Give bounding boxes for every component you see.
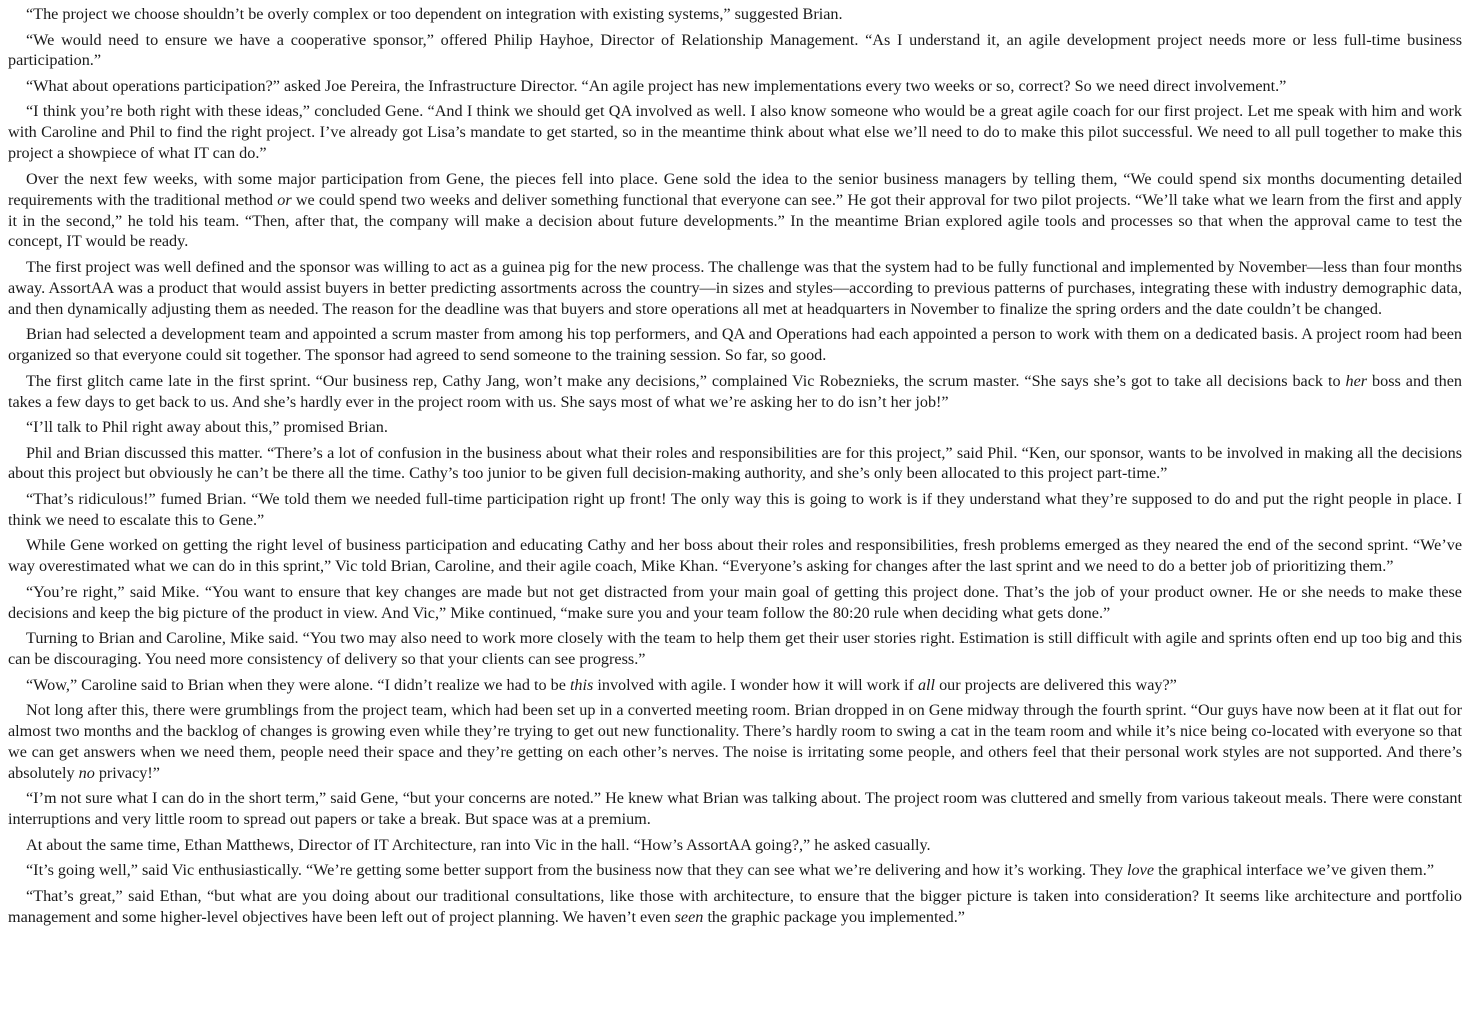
paragraph [8, 788, 1462, 830]
paragraph [8, 257, 1462, 320]
emphasis-text: love [1127, 861, 1155, 880]
paragraph [8, 169, 1462, 253]
paragraph [8, 489, 1462, 531]
text-run: privacy!” [94, 763, 160, 782]
text-run: we could spend two weeks and deliver something functional that everyone can see.” He got their approval for two pilot projects. “We’ll take what we learn from the first and apply it in the second,” he told his team. “Then, after that, the company will make a decision about future developments.” In the meantime Brian explored agile tools and processes so that when the approval came to test the concept, IT would be ready. [8, 190, 1462, 251]
text-run: Over the next few weeks, with some major participation from Gene, the pieces fell into place. Gene sold the idea to the senior business managers by telling them, “We could spend six months documenting detailed requirements with the traditional method [8, 169, 1462, 209]
emphasis-text: or [277, 190, 292, 209]
text-run: Not long after this, there were grumblings from the project team, which had been set up in a converted meeting room. Brian dropped in on Gene midway through the fourth sprint. “Our guys have now been at it flat out for almost two months and the backlog of changes is growing even while they’re trying to get out new functionality. There’s hardly room to swing a cat in the team room and while it’s nice being co-located with everyone so that we can get answers when we need them, people need their space and they’re getting on each other’s nerves. The noise is irritating some people, and others feel that their personal work styles are not supported. And there’s absolutely [8, 701, 1462, 782]
text-run: “Wow,” Caroline said to Brian when they were alone. “I didn’t realize we had to be [26, 675, 570, 694]
paragraph [8, 535, 1462, 577]
paragraph [8, 324, 1462, 366]
paragraph [8, 443, 1462, 485]
emphasis-text: this [569, 675, 594, 694]
text-run: “I’ll talk to Phil right away about this,” promised Brian. [26, 418, 388, 437]
paragraph [8, 76, 1462, 97]
paragraph [8, 417, 1462, 438]
emphasis-text: all [917, 675, 936, 694]
paragraph [8, 628, 1462, 670]
text-run: Turning to Brian and Caroline, Mike said. “You two may also need to work more closely with the team to help them get their user stories right. Estimation is still difficult with agile and sprints often end up too big and this can be discouraging. You need more consistency of delivery so that your clients can see progress.” [8, 629, 1462, 669]
text-run: “It’s going well,” said Vic enthusiastically. “We’re getting some better support from the business now that they can see what we’re delivering and how it’s working. They [26, 861, 1128, 880]
text-run: While Gene worked on getting the right level of business participation and educating Cathy and her boss about their roles and responsibilities, fresh problems emerged as they neared the end of the second sprint. “We’ve way overestimated what we can do in this sprint,” Vic told Brian, Caroline, and their agile coach, Mike Khan. “Everyone’s asking for changes after the last sprint and we need to do a better job of prioritizing them.” [8, 536, 1462, 576]
text-run: the graphical interface we’ve given them.” [1154, 861, 1435, 880]
text-run: Phil and Brian discussed this matter. “There’s a lot of confusion in the business about what their roles and responsibilities are for this project,” said Phil. “Ken, our sponsor, wants to be involved in making all the decisions about this project but obviously he can’t be there all the time. Cathy’s too junior to be given full decision-making authority, and she’s only been allocated to this project part-time.” [8, 443, 1462, 483]
paragraph [8, 371, 1462, 413]
text-run: The first glitch came late in the first sprint. “Our business rep, Cathy Jang, won’t make any decisions,” complained Vic Robeznieks, the scrum master. “She says she’s got to take all decisions back to [26, 371, 1346, 390]
text-run: “We would need to ensure we have a cooperative sponsor,” offered Philip Hayhoe, Director of Relationship Management. “As I understand it, an agile development project needs more or less full-time business participation.” [8, 30, 1462, 70]
text-run: our projects are delivered this way?” [935, 675, 1177, 694]
text-run: the graphic package you implemented.” [703, 907, 965, 926]
text-run: Brian had selected a development team and appointed a scrum master from among his top performers, and QA and Operations had each appointed a person to work with them on a dedicated basis. A project room had been organized so that everyone could sit together. The sponsor had agreed to send someone to the training session. So far, so good. [8, 325, 1462, 365]
text-run: boss and then takes a few days to get back to us. And she’s hardly ever in the project room with us. She says most of what we’re asking her to do isn’t her job!” [8, 371, 1462, 411]
text-run: “I think you’re both right with these ideas,” concluded Gene. “And I think we should get QA involved as well. I also know someone who would be a great agile coach for our first project. Let me speak with him and work with Caroline and Phil to find the right project. I’ve already got Lisa’s mandate to get started, so in the meantime think about what else we’ll need to do to make this pilot successful. We need to all pull together to make this project a showpiece of what IT can do.” [8, 102, 1462, 163]
text-run: “What about operations participation?” asked Joe Pereira, the Infrastructure Director. “An agile project has new implementations every two weeks or so, correct? So we need direct involvement.” [26, 76, 1287, 95]
document-body [8, 4, 1462, 928]
text-run: At about the same time, Ethan Matthews, Director of IT Architecture, ran into Vic in the hall. “How’s AssortAA going?,” he asked casually. [26, 835, 931, 854]
paragraph [8, 582, 1462, 624]
text-run: involved with agile. I wonder how it will work if [593, 675, 918, 694]
text-run: The first project was well defined and the sponsor was willing to act as a guinea pig for the new process. The challenge was that the system had to be fully functional and implemented by November—less than four months away. AssortAA was a product that would assist buyers in better predicting assortments across the country—in sizes and styles—according to previous patterns of purchases, integrating these with industry demographic data, and then dynamically adjusting them as needed. The reason for the deadline was that buyers and store operations all met at headquarters in November to finalize the spring orders and the date couldn’t be changed. [8, 257, 1462, 318]
emphasis-text: her [1345, 371, 1368, 390]
text-run: “That’s great,” said Ethan, “but what are you doing about our traditional consultations, like those with architecture, to ensure that the bigger picture is taken into consideration? It seems like architecture and portfolio management and some higher-level objectives have been left out of project planning. We haven’t even [8, 886, 1462, 926]
paragraph [8, 835, 1462, 856]
paragraph [8, 4, 1462, 25]
emphasis-text: no [78, 763, 95, 782]
paragraph [8, 30, 1462, 72]
paragraph [8, 860, 1462, 881]
text-run: “The project we choose shouldn’t be overly complex or too dependent on integration with existing systems,” suggested Brian. [26, 5, 843, 23]
paragraph [8, 700, 1462, 784]
text-run: “You’re right,” said Mike. “You want to ensure that key changes are made but not get distracted from your main goal of getting this project done. That’s the job of your product owner. He or she needs to make these decisions and keep the big picture of the product in view. And Vic,” Mike continued, “make sure you and your team follow the 80:20 rule when deciding what gets done.” [8, 582, 1462, 622]
paragraph [8, 101, 1462, 164]
paragraph [8, 675, 1462, 696]
text-run: “That’s ridiculous!” fumed Brian. “We told them we needed full-time participation right up front! The only way this is going to work is if they understand what they’re supposed to do and put the right people in place. I think we need to escalate this to Gene.” [8, 489, 1462, 529]
emphasis-text: seen [674, 907, 704, 926]
text-run: “I’m not sure what I can do in the short term,” said Gene, “but your concerns are noted.” He knew what Brian was talking about. The project room was cluttered and smelly from various takeout meals. There were constant interruptions and very little room to spread out papers or take a break. But space was at a premium. [8, 789, 1462, 829]
paragraph [8, 886, 1462, 928]
